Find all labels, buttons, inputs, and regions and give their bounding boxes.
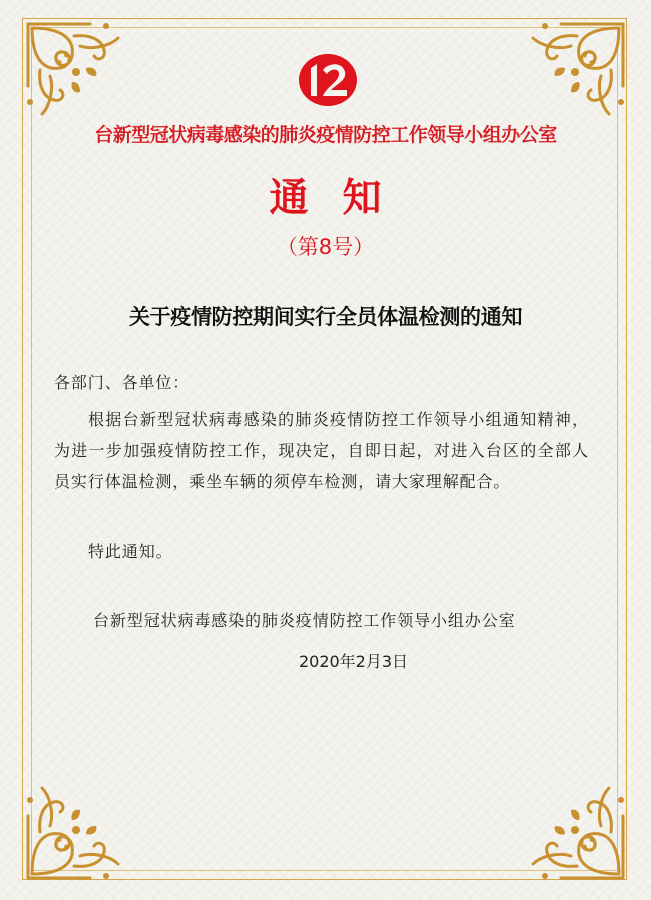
notice-subject: 关于疫情防控期间实行全员体温检测的通知 <box>128 304 523 329</box>
corner-ornament-icon <box>20 781 125 886</box>
document-number: （第8号） <box>276 235 375 259</box>
issuing-office-header: 台新型冠状病毒感染的肺炎疫情防控工作领导小组办公室 <box>94 124 557 146</box>
salutation: 各部门、各单位： <box>54 373 190 392</box>
notice-title-char-1: 通 <box>269 176 309 221</box>
notice-body-paragraph: 根据台新型冠状病毒感染的肺炎疫情防控工作领导小组通知精神，为进一步加强疫情防控工作，现决定，自即日起，对进入台区的全部人员实行体温检测，乘坐车辆的须停车检测，请大家理解配合。 <box>54 410 589 491</box>
issue-date: 2020年2月3日 <box>298 652 409 671</box>
anhui-tv-logo-icon <box>297 52 359 108</box>
corner-ornament-icon <box>20 16 125 121</box>
notice-title <box>0 167 651 223</box>
signature-office: 台新型冠状病毒感染的肺炎疫情防控工作领导小组办公室 <box>93 611 516 630</box>
notice-title-char-2: 知 <box>342 176 382 221</box>
corner-ornament-icon <box>526 16 631 121</box>
closing-line: 特此通知。 <box>88 542 173 561</box>
corner-ornament-icon <box>526 781 631 886</box>
